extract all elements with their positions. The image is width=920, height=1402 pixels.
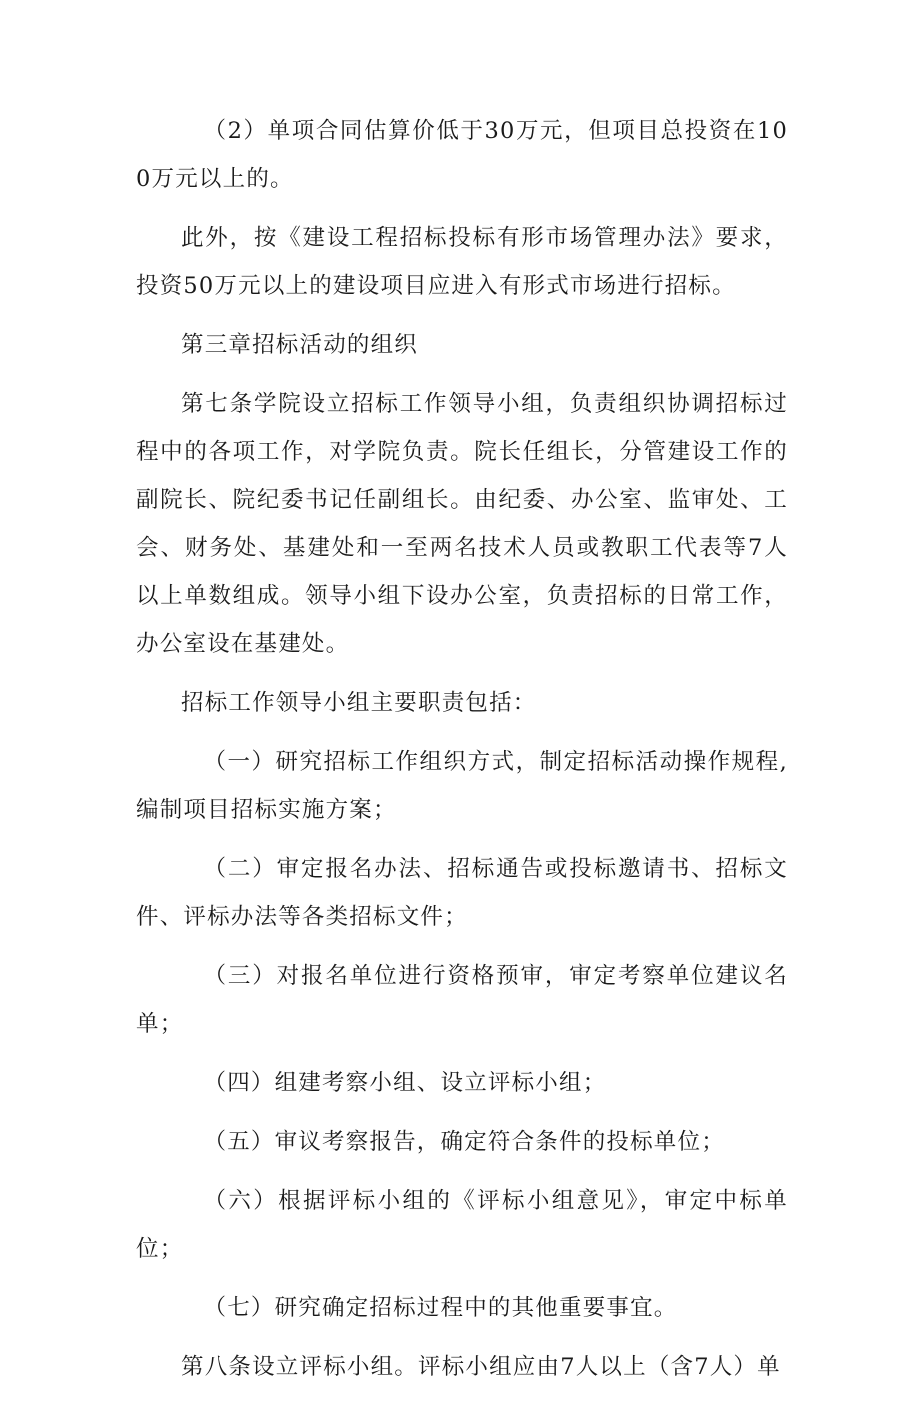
duty-item-1: （一）研究招标工作组织方式，制定招标活动操作规程,编制项目招标实施方案； [136,749,788,823]
duty-item-2: （二）审定报名办法、招标通告或投标邀请书、招标文件、评标办法等各类招标文件； [136,856,788,930]
duty-item-5: （五）审议考察报告，确定符合条件的投标单位； [203,1129,725,1155]
article-seven: 第七条学院设立招标工作领导小组，负责组织协调招标过程中的各项工作，对学院负责。院长任组长，分管建设工作的副院长、院纪委书记任副组长。由纪委、办公室、监审处、工会、财务处、基建处和一至两名技术人员或教职工代表等7人以上单数组成。领导小组下设办公室，负责招标的日常工作，办公室设在基建处。 [136,391,788,657]
duties-intro: 招标工作领导小组主要职责包括： [181,690,537,716]
document-body [136,107,788,1402]
article-eight: 第八条设立评标小组。评标小组应由7人以上（含7人）单 [181,1354,781,1380]
duty-item-3: （三）对报名单位进行资格预审，审定考察单位建议名单； [136,963,788,1037]
paragraph-market-requirement: 此外，按《建设工程招标投标有形市场管理办法》要求，投资50万元以上的建设项目应进入有形式市场进行招标。 [136,225,788,299]
duty-item-6: （六）根据评标小组的《评标小组意见》，审定中标单位； [136,1188,788,1262]
paragraph-item-2: （2）单项合同估算价低于30万元，但项目总投资在100万元以上的。 [136,118,788,192]
chapter-heading: 第三章招标活动的组织 [181,332,419,358]
duty-item-4: （四）组建考察小组、设立评标小组； [203,1070,607,1096]
duty-item-7: （七）研究确定招标过程中的其他重要事宜。 [203,1295,678,1321]
